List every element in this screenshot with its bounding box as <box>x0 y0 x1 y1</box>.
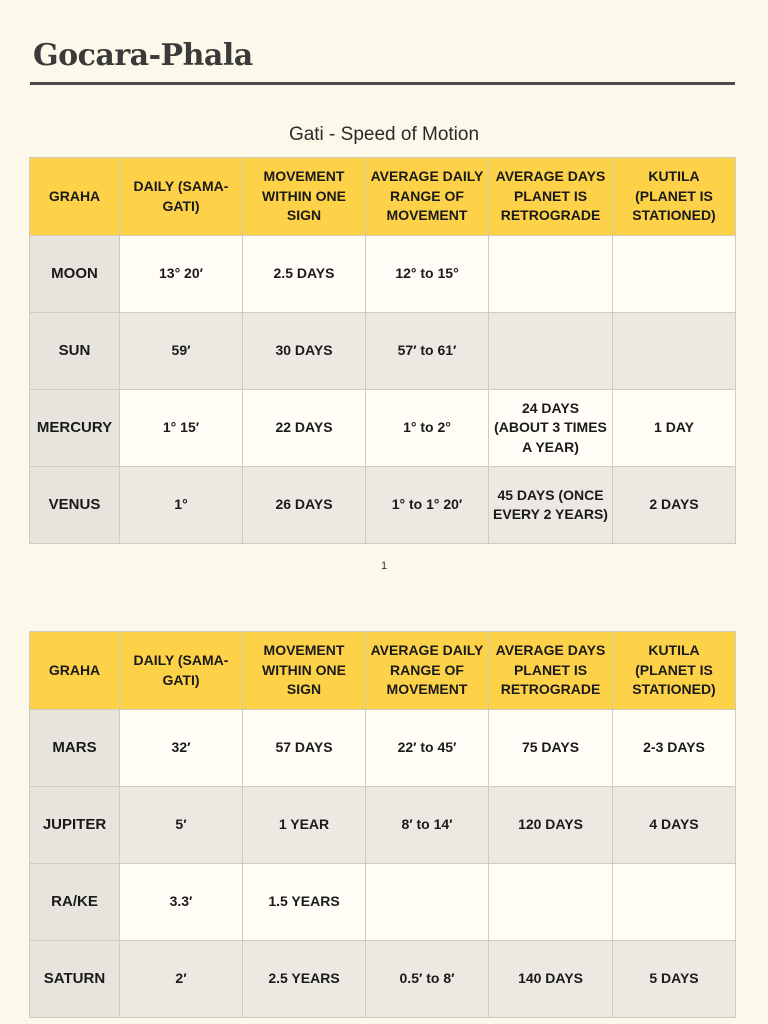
kutila-cell <box>613 313 736 390</box>
kutila-cell: 5 DAYS <box>613 941 736 1018</box>
kutila-cell: 2 DAYS <box>613 467 736 544</box>
daily-cell: 13° 20′ <box>120 236 243 313</box>
header-average-daily-range: AVERAGE DAILY RANGE OF MOVEMENT <box>366 158 489 236</box>
retrograde-cell <box>489 313 613 390</box>
range-cell: 8′ to 14′ <box>366 787 489 864</box>
movement-cell: 1.5 YEARS <box>243 864 366 941</box>
header-average-days-retrograde: AVERAGE DAYS PLANET IS RETROGRADE <box>489 158 613 236</box>
movement-cell: 26 DAYS <box>243 467 366 544</box>
kutila-cell: 4 DAYS <box>613 787 736 864</box>
daily-cell: 2′ <box>120 941 243 1018</box>
kutila-cell: 1 DAY <box>613 390 736 467</box>
table-row <box>30 236 736 313</box>
movement-cell: 2.5 DAYS <box>243 236 366 313</box>
retrograde-cell: 120 DAYS <box>489 787 613 864</box>
movement-cell: 2.5 YEARS <box>243 941 366 1018</box>
retrograde-cell: 75 DAYS <box>489 710 613 787</box>
movement-cell: 22 DAYS <box>243 390 366 467</box>
table-row <box>30 864 736 941</box>
range-cell <box>366 864 489 941</box>
graha-cell: JUPITER <box>30 787 120 864</box>
retrograde-cell <box>489 236 613 313</box>
daily-cell: 5′ <box>120 787 243 864</box>
header-daily: DAILY (SAMA-GATI) <box>120 632 243 710</box>
header-daily: DAILY (SAMA-GATI) <box>120 158 243 236</box>
kutila-cell <box>613 864 736 941</box>
table-row <box>30 787 736 864</box>
range-cell: 22′ to 45′ <box>366 710 489 787</box>
range-cell: 1° to 2° <box>366 390 489 467</box>
graha-cell: SUN <box>30 313 120 390</box>
table-header-row <box>30 632 736 710</box>
header-movement-within-sign: MOVEMENT WITHIN ONE SIGN <box>243 632 366 710</box>
table-row <box>30 941 736 1018</box>
page-number: 1 <box>380 560 388 572</box>
daily-cell: 1° 15′ <box>120 390 243 467</box>
header-average-daily-range: AVERAGE DAILY RANGE OF MOVEMENT <box>366 632 489 710</box>
graha-cell: MARS <box>30 710 120 787</box>
header-kutila: KUTILA (PLANET IS STATIONED) <box>613 158 736 236</box>
range-cell: 1° to 1° 20′ <box>366 467 489 544</box>
daily-cell: 3.3′ <box>120 864 243 941</box>
table-row <box>30 313 736 390</box>
retrograde-cell: 24 DAYS (ABOUT 3 TIMES A YEAR) <box>489 390 613 467</box>
movement-cell: 30 DAYS <box>243 313 366 390</box>
retrograde-cell: 140 DAYS <box>489 941 613 1018</box>
range-cell: 0.5′ to 8′ <box>366 941 489 1018</box>
table-row <box>30 390 736 467</box>
graha-cell: RA/KE <box>30 864 120 941</box>
header-kutila: KUTILA (PLANET IS STATIONED) <box>613 632 736 710</box>
gati-table-2 <box>29 631 736 1018</box>
table-row <box>30 710 736 787</box>
movement-cell: 1 YEAR <box>243 787 366 864</box>
header-movement-within-sign: MOVEMENT WITHIN ONE SIGN <box>243 158 366 236</box>
daily-cell: 32′ <box>120 710 243 787</box>
graha-cell: SATURN <box>30 941 120 1018</box>
table-header-row <box>30 158 736 236</box>
daily-cell: 59′ <box>120 313 243 390</box>
kutila-cell <box>613 236 736 313</box>
header-average-days-retrograde: AVERAGE DAYS PLANET IS RETROGRADE <box>489 632 613 710</box>
retrograde-cell: 45 DAYS (ONCE EVERY 2 YEARS) <box>489 467 613 544</box>
graha-cell: VENUS <box>30 467 120 544</box>
header-graha: GRAHA <box>30 632 120 710</box>
graha-cell: MOON <box>30 236 120 313</box>
kutila-cell: 2-3 DAYS <box>613 710 736 787</box>
table-row <box>30 467 736 544</box>
title-divider <box>30 82 735 85</box>
table-caption: Gati - Speed of Motion <box>288 124 480 145</box>
page-title: Gocara-Phala <box>33 38 253 73</box>
graha-cell: MERCURY <box>30 390 120 467</box>
range-cell: 57′ to 61′ <box>366 313 489 390</box>
header-graha: GRAHA <box>30 158 120 236</box>
range-cell: 12° to 15° <box>366 236 489 313</box>
daily-cell: 1° <box>120 467 243 544</box>
gati-table-1 <box>29 157 736 544</box>
retrograde-cell <box>489 864 613 941</box>
movement-cell: 57 DAYS <box>243 710 366 787</box>
